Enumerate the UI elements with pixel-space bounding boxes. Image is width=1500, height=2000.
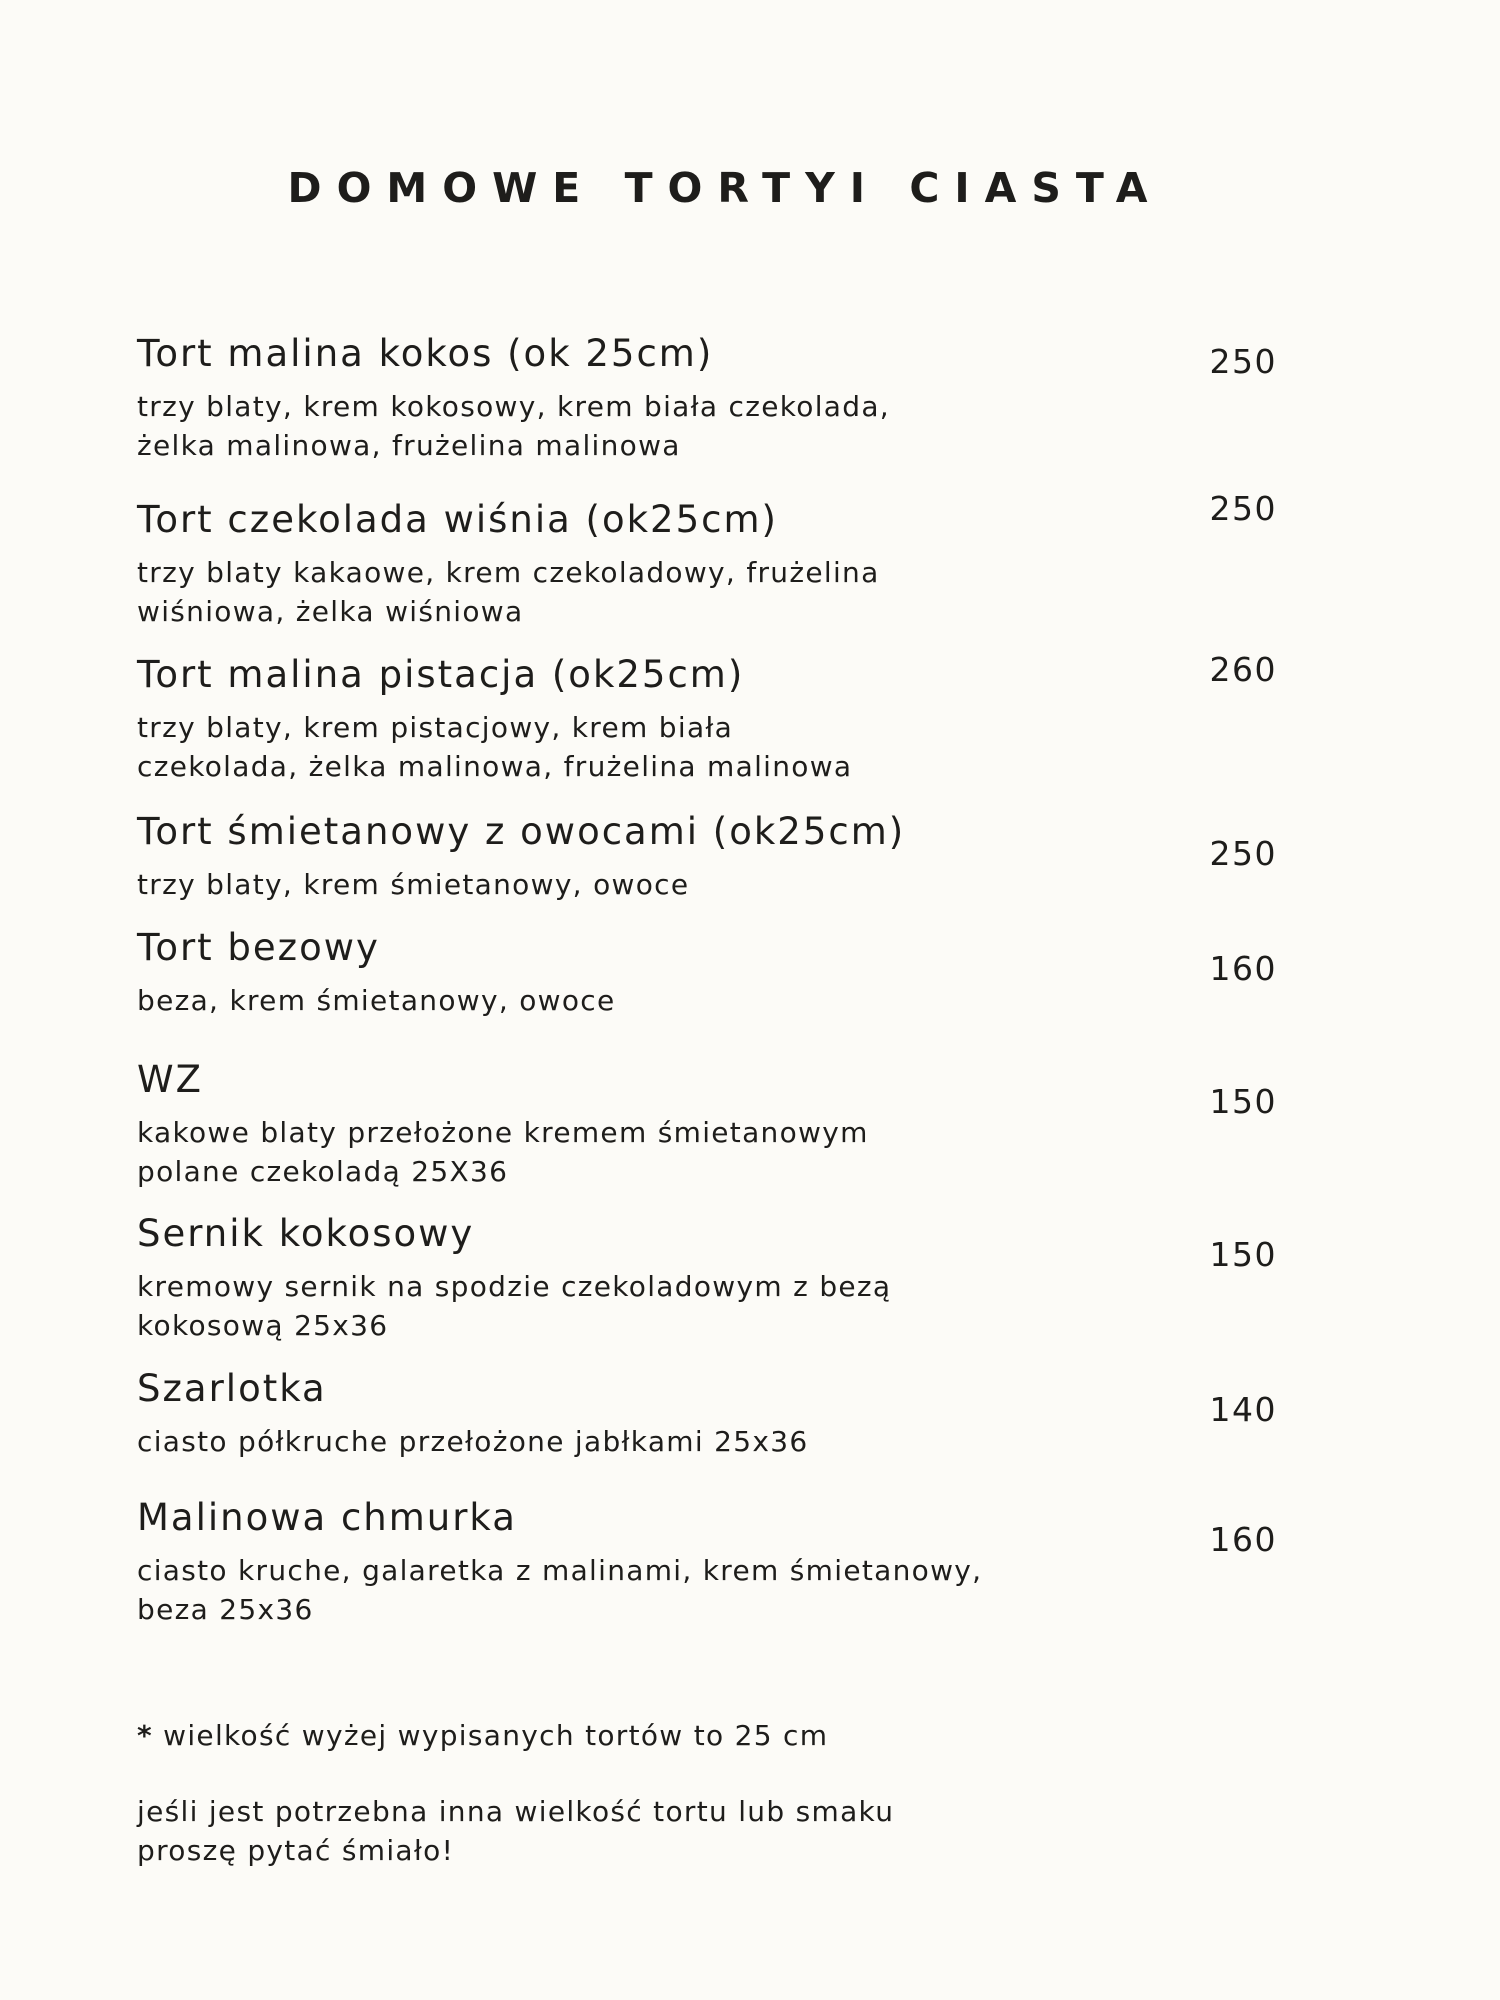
item-price: 160 — [1209, 1520, 1277, 1559]
item-description — [137, 1113, 1237, 1191]
request-note-line: proszę pytać śmiało! — [137, 1834, 455, 1867]
request-note — [137, 1792, 894, 1870]
size-note-text: wielkość wyżej wypisanych tortów to 25 cm — [163, 1719, 829, 1752]
item-description-line: żelka malinowa, frużelina malinowa — [137, 429, 681, 462]
item-price: 140 — [1209, 1390, 1277, 1429]
item-description-line: polane czekoladą 25X36 — [137, 1155, 509, 1188]
item-price: 250 — [1209, 342, 1277, 381]
item-description-line: kokosową 25x36 — [137, 1309, 389, 1342]
item-name: Malinowa chmurka — [137, 1496, 517, 1539]
item-name: Tort czekolada wiśnia (ok25cm) — [137, 498, 778, 541]
item-description-line: czekolada, żelka malinowa, frużelina malinowa — [137, 750, 853, 783]
item-description-line: kremowy sernik na spodzie czekoladowym z bezą — [137, 1270, 892, 1303]
item-price: 260 — [1209, 650, 1277, 689]
item-name: WZ — [137, 1058, 203, 1101]
item-description — [137, 1422, 1237, 1461]
item-description — [137, 865, 1237, 904]
item-name: Tort bezowy — [137, 926, 380, 969]
menu-item — [137, 1058, 1237, 1191]
item-description — [137, 981, 1237, 1020]
item-price: 150 — [1209, 1235, 1277, 1274]
item-description — [137, 387, 1237, 465]
item-description-line: trzy blaty, krem pistacjowy, krem biała — [137, 711, 734, 744]
item-name: Tort śmietanowy z owocami (ok25cm) — [137, 810, 906, 853]
item-description-line: trzy blaty kakaowe, krem czekoladowy, frużelina — [137, 556, 880, 589]
item-price: 160 — [1209, 949, 1277, 988]
item-description — [137, 1267, 1237, 1345]
size-note — [137, 1716, 828, 1755]
menu-item — [137, 926, 1237, 1020]
menu-item — [137, 1212, 1237, 1345]
item-name: Szarlotka — [137, 1367, 327, 1410]
item-description-line: beza, krem śmietanowy, owoce — [137, 984, 616, 1017]
item-price: 250 — [1209, 489, 1277, 528]
menu-item — [137, 498, 1237, 631]
item-description-line: ciasto półkruche przełożone jabłkami 25x36 — [137, 1425, 809, 1458]
item-description — [137, 553, 1237, 631]
menu-item — [137, 1367, 1237, 1461]
item-description-line: beza 25x36 — [137, 1593, 314, 1626]
menu-item — [137, 810, 1237, 904]
asterisk-mark: * — [137, 1719, 153, 1752]
menu-item — [137, 332, 1237, 465]
menu-item — [137, 653, 1237, 786]
item-price: 250 — [1209, 834, 1277, 873]
item-name: Tort malina pistacja (ok25cm) — [137, 653, 745, 696]
item-description — [137, 708, 1237, 786]
menu-item — [137, 1496, 1237, 1629]
item-name: Sernik kokosowy — [137, 1212, 475, 1255]
menu-title: DOMOWE TORTYI CIASTA — [287, 164, 1163, 212]
item-description-line: trzy blaty, krem śmietanowy, owoce — [137, 868, 690, 901]
item-description-line: kakowe blaty przełożone kremem śmietanowym — [137, 1116, 869, 1149]
request-note-line: jeśli jest potrzebna inna wielkość tortu lub smaku — [137, 1795, 895, 1828]
item-price: 150 — [1209, 1082, 1277, 1121]
item-name: Tort malina kokos (ok 25cm) — [137, 332, 714, 375]
item-description-line: wiśniowa, żelka wiśniowa — [137, 595, 524, 628]
item-description-line: trzy blaty, krem kokosowy, krem biała czekolada, — [137, 390, 890, 423]
item-description — [137, 1551, 1237, 1629]
item-description-line: ciasto kruche, galaretka z malinami, krem śmietanowy, — [137, 1554, 983, 1587]
